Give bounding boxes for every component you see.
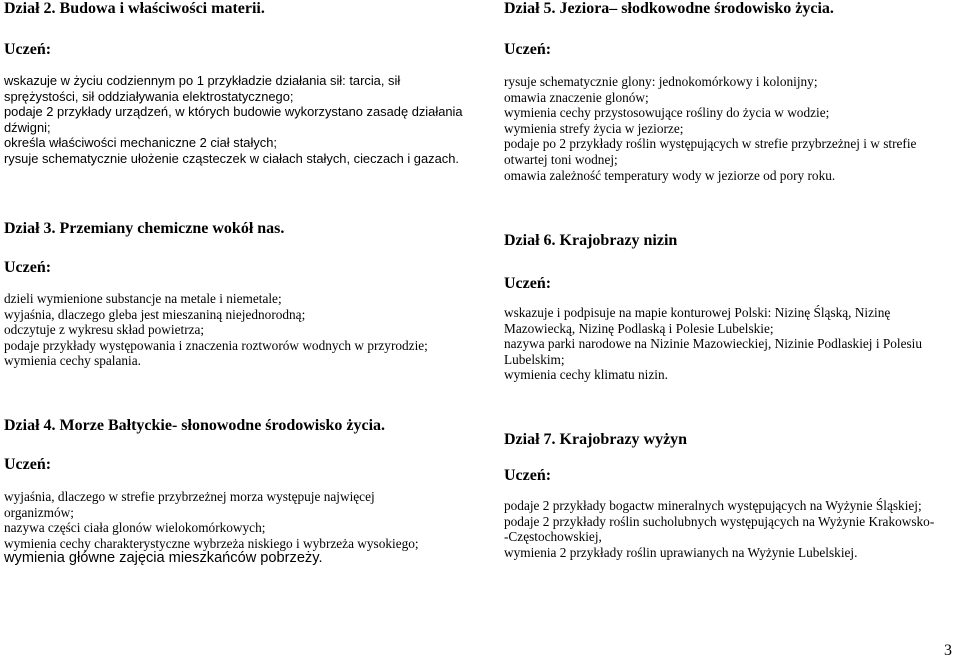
section-4-title: Dział 4. Morze Bałtyckie- słonowodne środowisko życia. (4, 417, 386, 434)
section-2-body (4, 73, 463, 167)
section-2-student-label: Uczeń: (4, 41, 52, 58)
list-item: rysuje schematycznie glony: jednokomórkowy i kolonijny; (504, 74, 818, 89)
list-item: Mazowiecką, Nizinę Podlaską i Polesie Lubelskie; (504, 320, 774, 336)
list-item: wskazuje w życiu codziennym po 1 przykładzie działania sił: tarcia, sił (4, 73, 401, 88)
page-number: 3 (944, 642, 952, 659)
section-5-body (504, 74, 916, 183)
list-item: odczytuje z wykresu skład powietrza; (4, 322, 205, 338)
section-5-title: Dział 5. Jeziora– słodkowodne środowisko życia. (504, 0, 834, 17)
section-4-student-label: Uczeń: (4, 456, 52, 473)
list-item: omawia znaczenie glonów; (504, 89, 649, 105)
section-7-body (504, 498, 934, 560)
list-item: dzieli wymienione substancje na metale i niemetale; (4, 291, 282, 306)
section-6-student-label: Uczeń: (504, 275, 552, 292)
section-3-student-label: Uczeń: (4, 259, 52, 276)
section-6-title: Dział 6. Krajobrazy nizin (504, 232, 678, 249)
list-item: omawia zależność temperatury wody w jeziorze od pory roku. (504, 167, 836, 183)
list-item: wymienia 2 przykłady roślin uprawianych na Wyżynie Lubelskiej. (504, 544, 858, 560)
list-item: podaje 2 przykłady bogactw mineralnych występujących na Wyżynie Śląskiej; (504, 498, 922, 513)
list-item: podaje 2 przykłady urządzeń, w których budowie wykorzystano zasadę działania (4, 104, 463, 120)
list-item: określa właściwości mechaniczne 2 ciał stałych; (4, 135, 277, 151)
list-item: wymienia cechy przystosowujące rośliny do życia w wodzie; (504, 105, 830, 121)
list-item: dźwigni; (4, 119, 51, 135)
list-item: wymienia cechy klimatu nizin. (504, 367, 668, 383)
section-7-title: Dział 7. Krajobrazy wyżyn (504, 431, 688, 448)
list-item: wskazuje i podpisuje na mapie konturowej Polski: Nizinę Śląską, Nizinę (504, 305, 891, 320)
section-3-body (4, 291, 428, 369)
list-item: podaje po 2 przykłady roślin występujących w strefie przybrzeżnej i w strefie (504, 136, 917, 152)
section-4-body (4, 489, 419, 567)
list-item: nazywa części ciała glonów wielokomórkowych; (4, 520, 266, 536)
list-item: wymienia główne zajęcia mieszkańców pobrzeży. (4, 550, 323, 567)
list-item: wyjaśnia, dlaczego gleba jest mieszaniną niejednorodną; (4, 306, 306, 322)
list-item: podaje przykłady występowania i znaczenia roztworów wodnych w przyrodzie; (4, 337, 428, 353)
section-7-student-label: Uczeń: (504, 467, 552, 484)
list-item: otwartej toni wodnej; (504, 151, 618, 167)
list-item: Lubelskim; (504, 351, 565, 367)
list-item: wymienia strefy życia w jeziorze; (504, 120, 684, 136)
section-5-student-label: Uczeń: (504, 41, 552, 58)
list-item: rysuje schematycznie ułożenie cząsteczek w ciałach stałych, cieczach i gazach. (4, 150, 459, 166)
section-2-title: Dział 2. Budowa i właściwości materii. (4, 0, 265, 17)
section-6-body (504, 305, 922, 383)
list-item: nazywa parki narodowe na Nizinie Mazowieckiej, Nizinie Podlaskiej i Polesiu (504, 336, 922, 352)
list-item: organizmów; (4, 504, 74, 520)
section-3-title: Dział 3. Przemiany chemiczne wokół nas. (4, 220, 285, 237)
list-item: wyjaśnia, dlaczego w strefie przybrzeżnej morza występuje najwięcej (4, 489, 375, 504)
list-item: wymienia cechy charakterystyczne wybrzeża niskiego i wybrzeża wysokiego; (4, 535, 419, 551)
list-item: wymienia cechy spalania. (4, 353, 141, 369)
list-item: podaje 2 przykłady roślin sucholubnych występujących na Wyżynie Krakowsko- (504, 513, 935, 529)
list-item: sprężystości, sił oddziaływania elektrostatycznego; (4, 88, 294, 104)
list-item: -Częstochowskiej, (504, 529, 602, 545)
